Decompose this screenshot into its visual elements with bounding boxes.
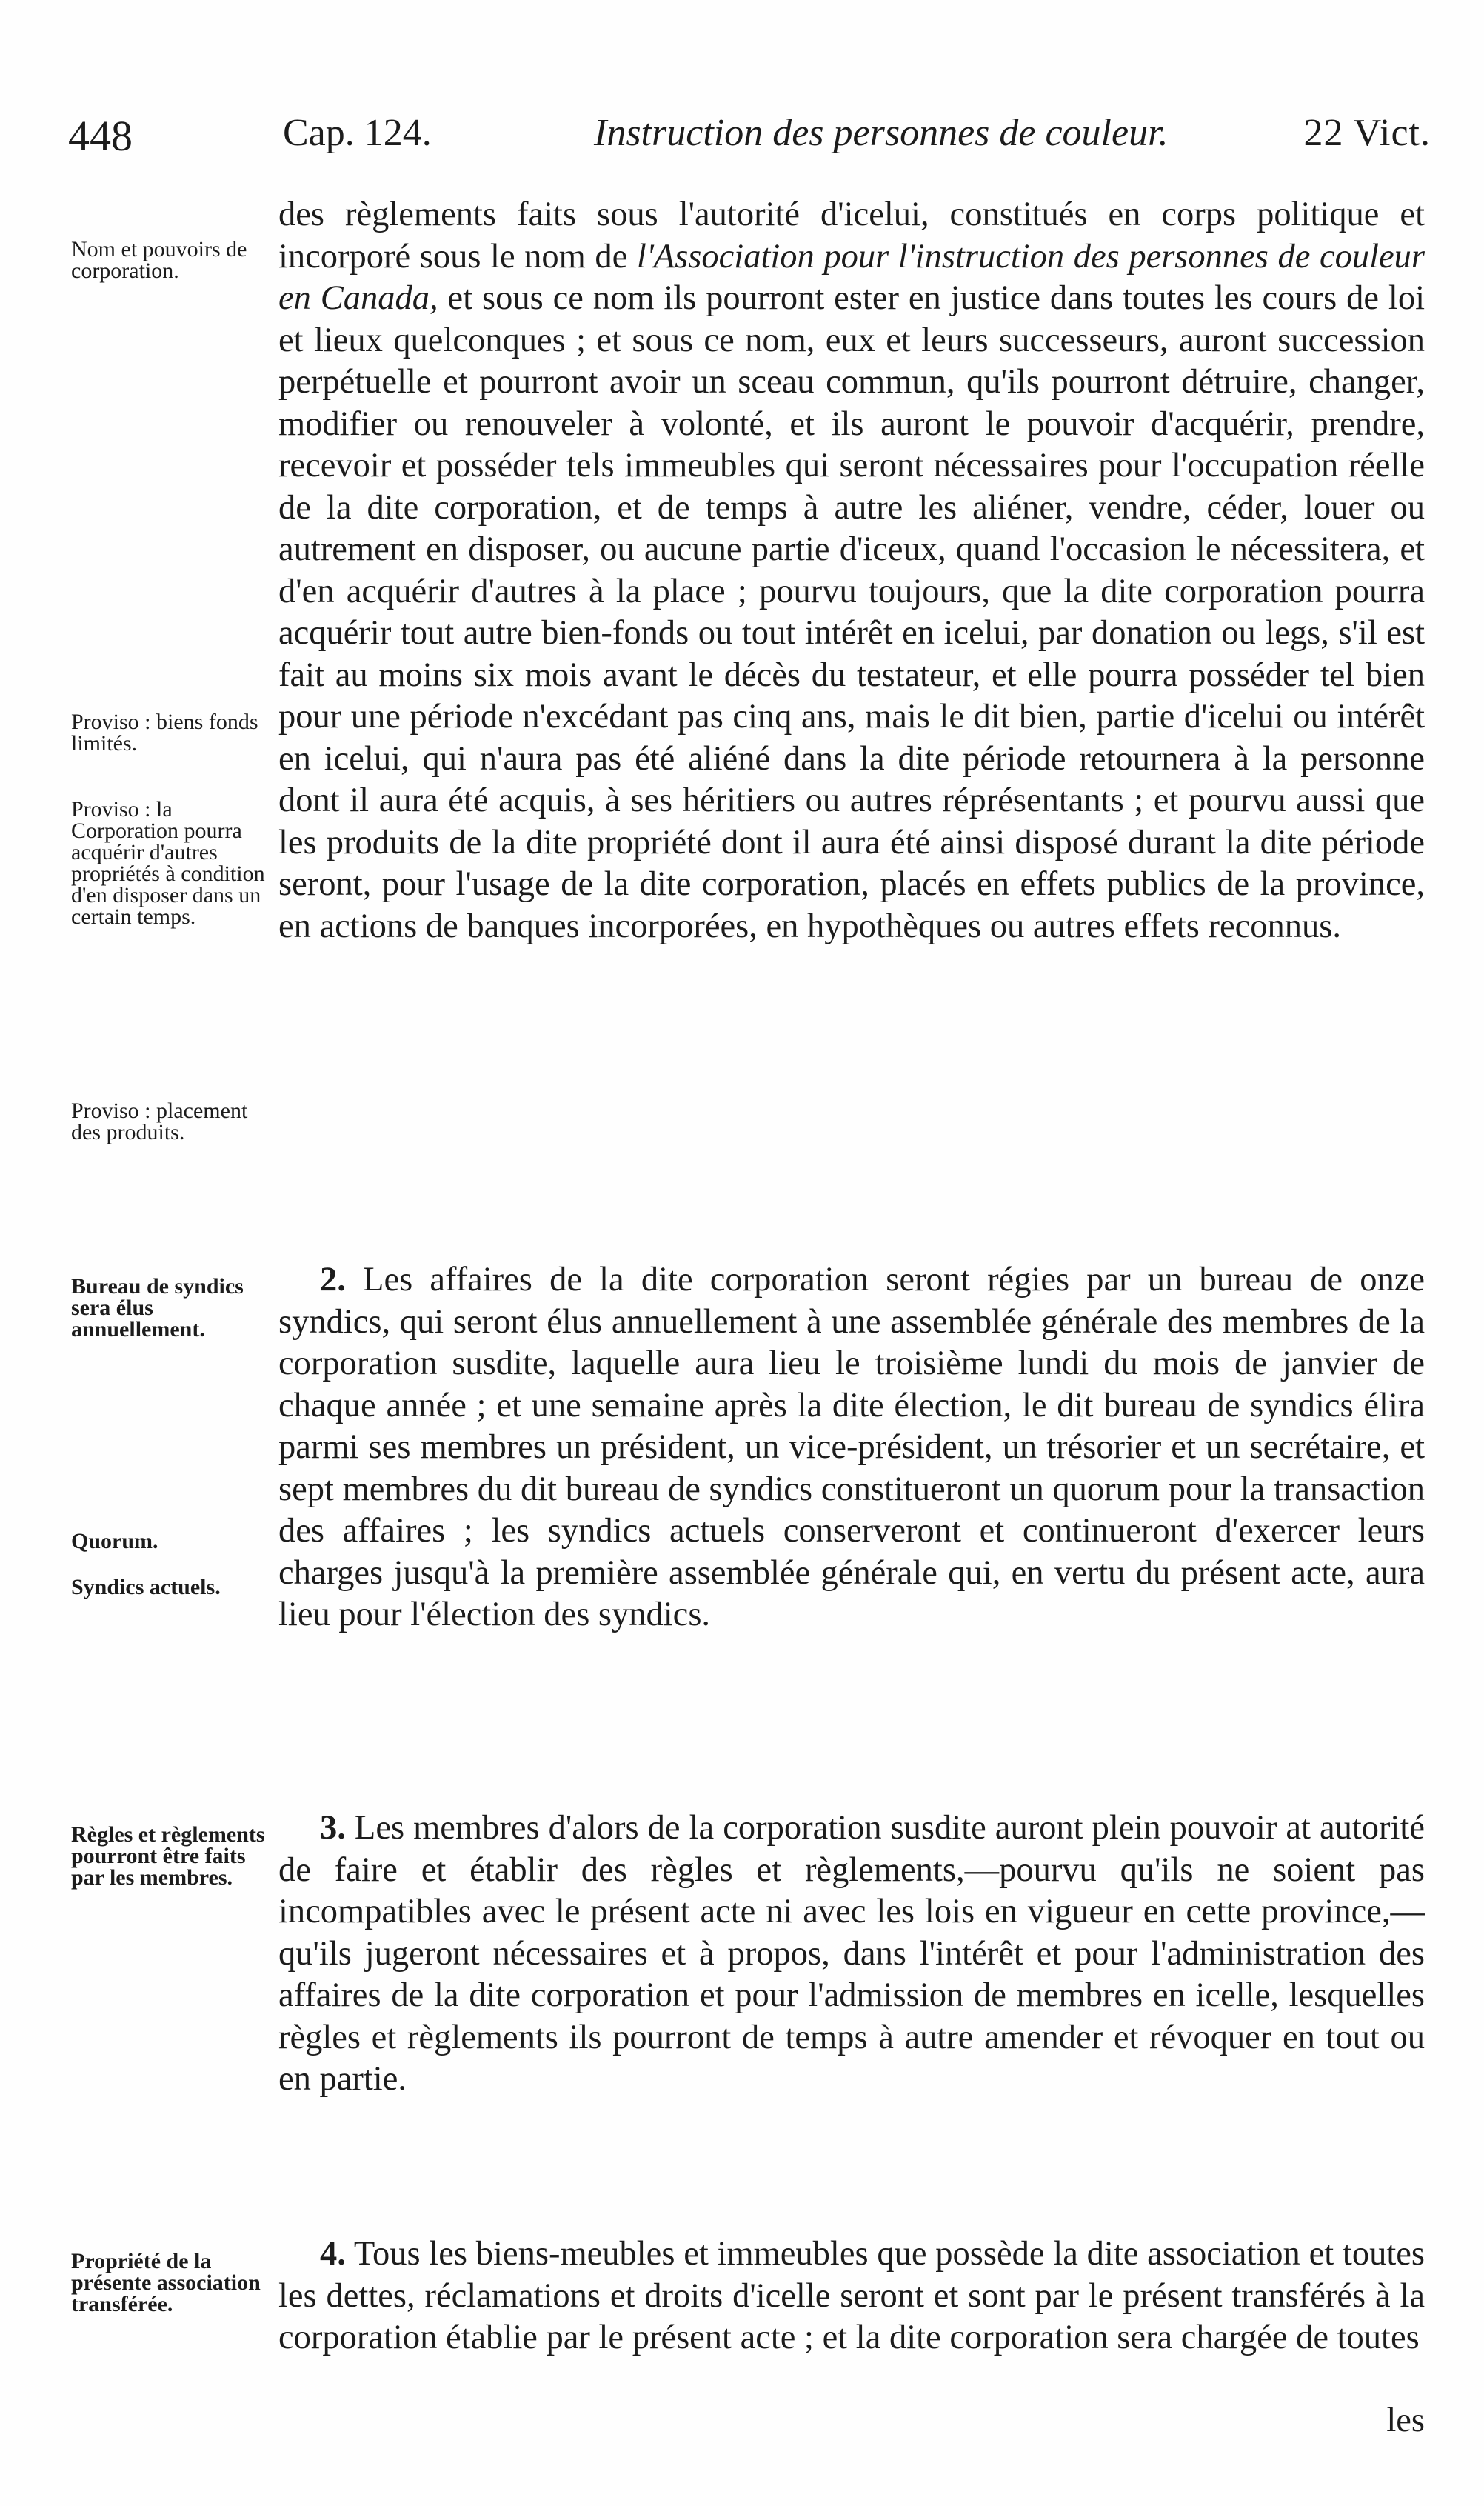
paragraph: des règlements faits sous l'autorité d'icelui, constitués en corps politique et incorporé sous le nom de l'Association pour l'instruction des personnes de couleur en Canada, et sous ce nom ils pourront ester en justice dans toutes les cours de loi et lieux quelconques ; et sous ce nom, eux et leurs successeurs, auront succession perpétuelle et pourront avoir un sceau commun, qu'ils pourront détruire, changer, modifier ou renouveler à volonté, et ils auront le pouvoir d'acquérir, prendre, recevoir et posséder tels immeubles qui seront nécessaires pour l'occupation réelle de la dite corporation, et de temps à autre les aliéner, vendre, céder, louer ou autrement en disposer, ou aucune partie d'iceux, quand l'occasion le nécessitera, et d'en acquérir d'autres à la place ; pourvu toujours, que la dite corporation pourra acquérir tout autre bien-fonds ou tout intérêt en icelui, par donation ou legs, s'il est fait au moins six mois avant le décès du testateur, et elle pourra posséder tel bien pour une période n'excédant pas cinq ans, mais le dit bien, partie d'icelui ou intérêt en icelui, qui n'aura pas été aliéné dans la dite période retournera à la personne dont il aura été acquis, à ses héritiers ou autres réprésentants ; et pourvu aussi que les produits de la dite propriété dont il aura été ainsi disposé durant la dite période seront, pour l'usage de la dite corporation, placés en effets publics de la province, en actions de banques incorporées, en hypothèques ou autres effets reconnus. <box>278 196 1425 945</box>
section-1-continuation <box>278 194 1425 947</box>
paragraph: 3. Les membres d'alors de la corporation susdite auront plein pouvoir at autorité de faire et établir des règles et règlements,—pourvu qu'ils ne soient pas incompatibles avec le présent acte ni avec les lois en vigueur en cette province,—qu'ils jugeront nécessaires et à propos, dans l'intérêt et pour l'administration des affaires de la dite corporation et pour l'admission de membres en icelle, lesquelles règles et règlements ils pourront de temps à autre amender et révoquer en tout ou en partie. <box>278 1809 1425 2098</box>
margin-note-regles: Règles et règlements pourront être faits par les membres. <box>71 1822 265 1890</box>
section-4 <box>278 2233 1425 2359</box>
margin-note-syndics: Syndics actuels. <box>71 1575 221 1599</box>
section-number: 3. <box>320 1809 346 1847</box>
margin-note-acquerir: Proviso : la Corporation pourra acquérir d'autres propriétés à condition d'en disposer dans un certain temps. <box>71 797 265 929</box>
running-title: Instruction des personnes de couleur. <box>594 112 1169 154</box>
margin-note-nom-pouvoirs: Nom et pouvoirs de corporation. <box>71 237 247 283</box>
page-number: 448 <box>68 112 133 160</box>
margin-note-biens-fonds: Proviso : biens fonds limités. <box>71 710 258 756</box>
section-3 <box>278 1807 1425 2101</box>
chapter-label: Cap. 124. <box>283 112 432 154</box>
catchword: les <box>1386 2402 1425 2439</box>
margin-note-propriete: Propriété de la présente association transférée. <box>71 2249 261 2316</box>
margin-note-quorum: Quorum. <box>71 1529 158 1553</box>
regnal-year: 22 Vict. <box>1303 112 1431 154</box>
corporation-name: l'Association pour l'instruction des personnes de couleur en Canada, <box>278 237 1425 317</box>
section-number: 2. <box>320 1261 346 1299</box>
margin-note-bureau: Bureau de syndics sera élus annuellement. <box>71 1274 244 1342</box>
paragraph: 2. Les affaires de la dite corporation seront régies par un bureau de onze syndics, qui seront élus annuellement à une assemblée générale des membres de la corporation susdite, laquelle aura lieu le troisième lundi du mois de janvier de chaque année ; et une semaine après la dite élection, le dit bureau de syndics élira parmi ses membres un président, un vice-président, un trésorier et un secrétaire, et sept membres du dit bureau de syndics constitueront un quorum pour la transaction des affaires ; les syndics actuels conserveront et continueront d'exercer leurs charges jusqu'à la première assemblée générale qui, en vertu du présent acte, aura lieu pour l'élection des syndics. <box>278 1261 1425 1633</box>
section-number: 4. <box>320 2235 346 2273</box>
running-header <box>68 111 1431 163</box>
margin-note-placement: Proviso : placement des produits. <box>71 1099 248 1144</box>
section-2 <box>278 1259 1425 1636</box>
paragraph: 4. Tous les biens-meubles et immeubles que possède la dite association et toutes les dettes, réclamations et droits d'icelle seront et sont par le présent transférés à la corporation établie par le présent acte ; et la dite corporation sera chargée de toutes <box>278 2235 1425 2356</box>
